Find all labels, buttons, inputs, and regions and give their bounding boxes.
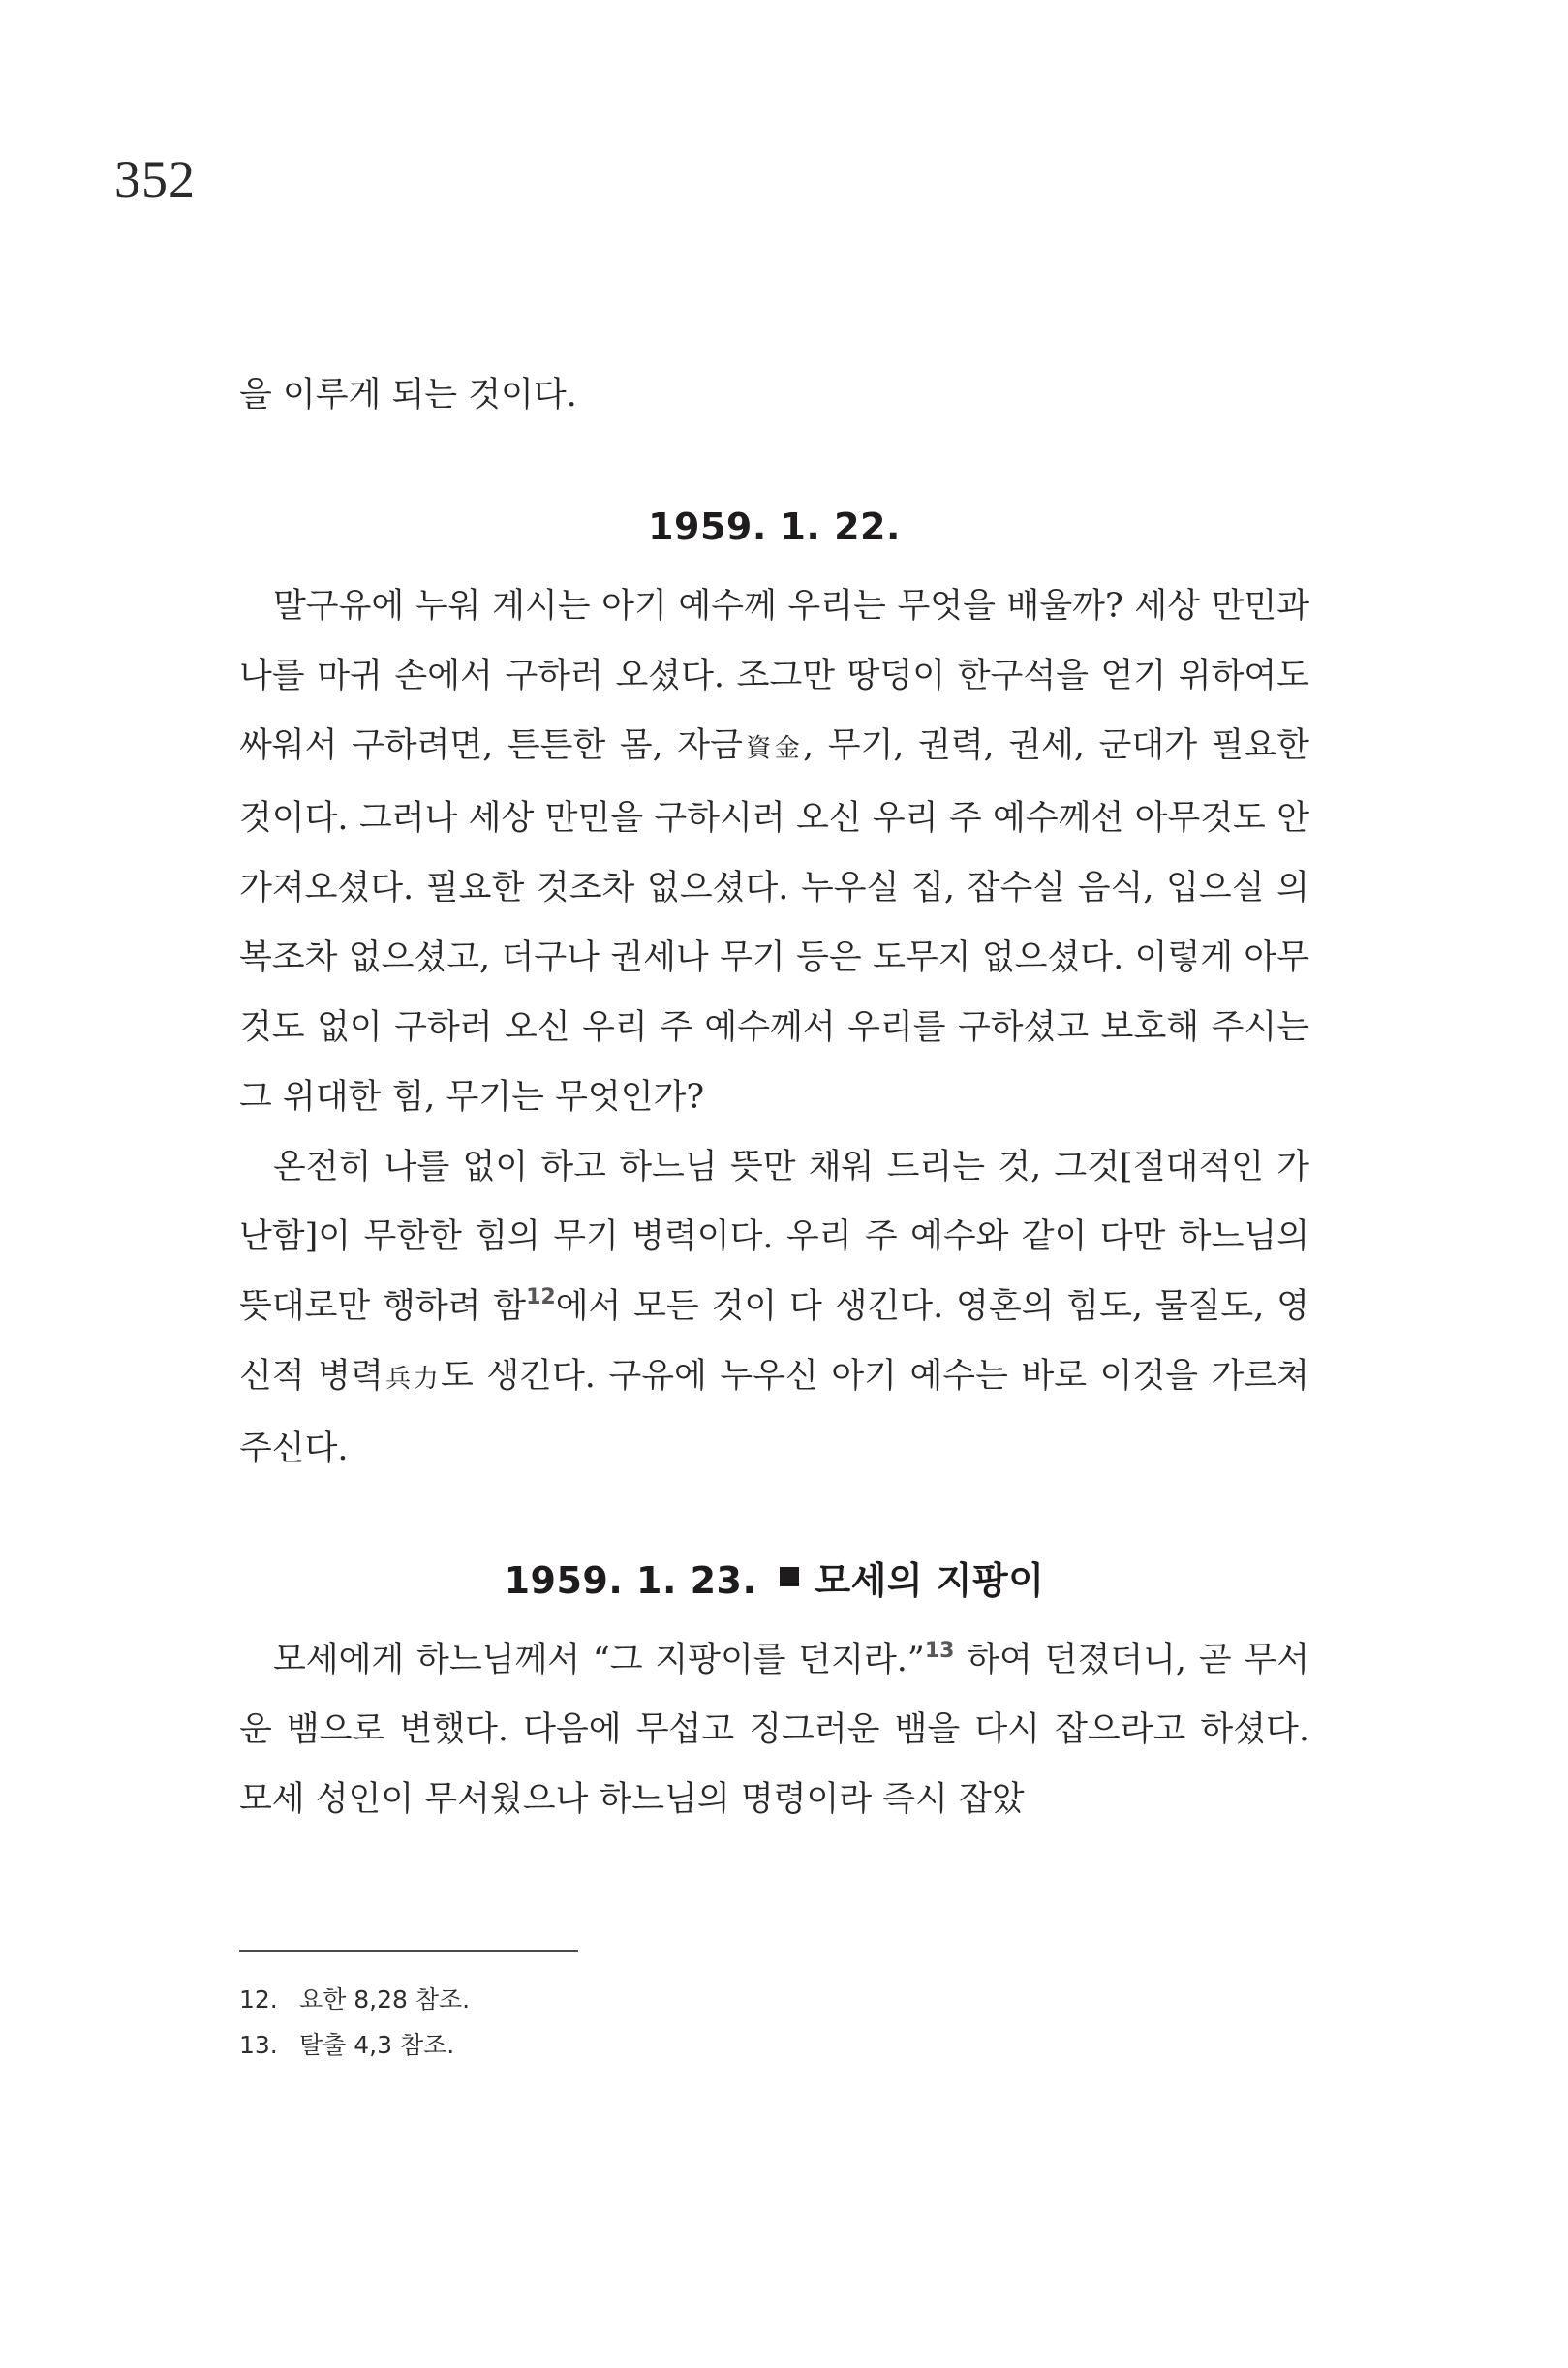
paragraph-text: 하여 던졌더니, 곧 무서운 뱀으로 변했다. 다음에 무섭고 징그러운 뱀을 다시 잡으라고 하셨다. 모세 성인이 무서웠으나 하느님의 명령이라 즉시 잡았 [239,1641,1310,1819]
footnote-number: 13. [239,2031,278,2059]
footnote-text: 탈출 4,3 참조. [299,2031,455,2059]
page-number: 352 [114,150,196,208]
footnote-ref-13[interactable]: 13 [924,1639,955,1663]
square-bullet-icon [780,1567,799,1586]
footnotes [239,1950,1309,2068]
footnote-item [239,1977,1309,2022]
paragraph-text: , 무기, 권력, 권세, 군대가 필요한 것이다. 그러나 세상 만민을 구하시러 오신 우리 주 예수께선 아무것도 안 가져오셨다. 필요한 것조차 없으셨다. 누우실 집, 잡수실 음식, 입으실 의복조차 없으셨고, 더구나 권세나 무기 등은 도무지 없으셨다. 이렇게 아무것도 없이 구하러 오신 우리 주 예수께서 우리를 구하셨고 보호해 주시는 그 위대한 힘, 무기는 무엇인가? [239,726,1309,1117]
paragraph-text: 온전히 나를 없이 하고 하느님 뜻만 채워 드리는 것, 그것[절대적인 가난함]이 무한한 힘의 무기 병력이다. 우리 주 예수와 같이 다만 하느님의 뜻대로만 행하려 함 [239,1148,1309,1326]
hanja-annotation: 兵力 [383,1365,441,1394]
paragraph-text: 에서 모든 것이 다 생긴다. 영혼의 힘도, 물질도, 영신적 병력 [239,1287,1309,1396]
paragraph-text: 도 생긴다. 구유에 누우신 아기 예수는 바로 이것을 가르쳐 주신다. [239,1357,1309,1468]
paragraph-text: 말구유에 누워 계시는 아기 예수께 우리는 무엇을 배울까? 세상 만민과 나를 마귀 손에서 구하러 오셨다. 조그만 땅덩이 한구석을 얻기 위하여도 싸워서 구하려면, 튼튼한 몸, 자금 [239,587,1309,765]
main-content [239,360,1309,1834]
entry-date: 1959. 1. 23. [504,1559,757,1602]
entry-paragraph [239,1132,1309,1484]
entry-heading-1959-01-22 [239,492,1309,562]
paragraph-text: 모세에게 하느님께서 “그 지팡이를 던지라.” [273,1641,925,1679]
hanja-annotation: 資金 [742,734,804,763]
entry-title: 모세의 지팡이 [815,1559,1045,1602]
entry-paragraph [239,1625,1309,1834]
entry-heading-1959-01-23 [239,1546,1309,1615]
spacer [239,1484,1309,1546]
spacer [239,430,1309,492]
intro-line: 을 이루게 되는 것이다. [239,376,577,415]
footnote-item [239,2022,1309,2068]
entry-date: 1959. 1. 22. [648,506,901,548]
footnote-divider [239,1950,578,1952]
footnote-number: 12. [239,1985,278,2014]
footnote-ref-12[interactable]: 12 [526,1285,556,1309]
entry-paragraph [239,571,1309,1132]
footnote-text: 요한 8,28 참조. [299,1985,471,2014]
